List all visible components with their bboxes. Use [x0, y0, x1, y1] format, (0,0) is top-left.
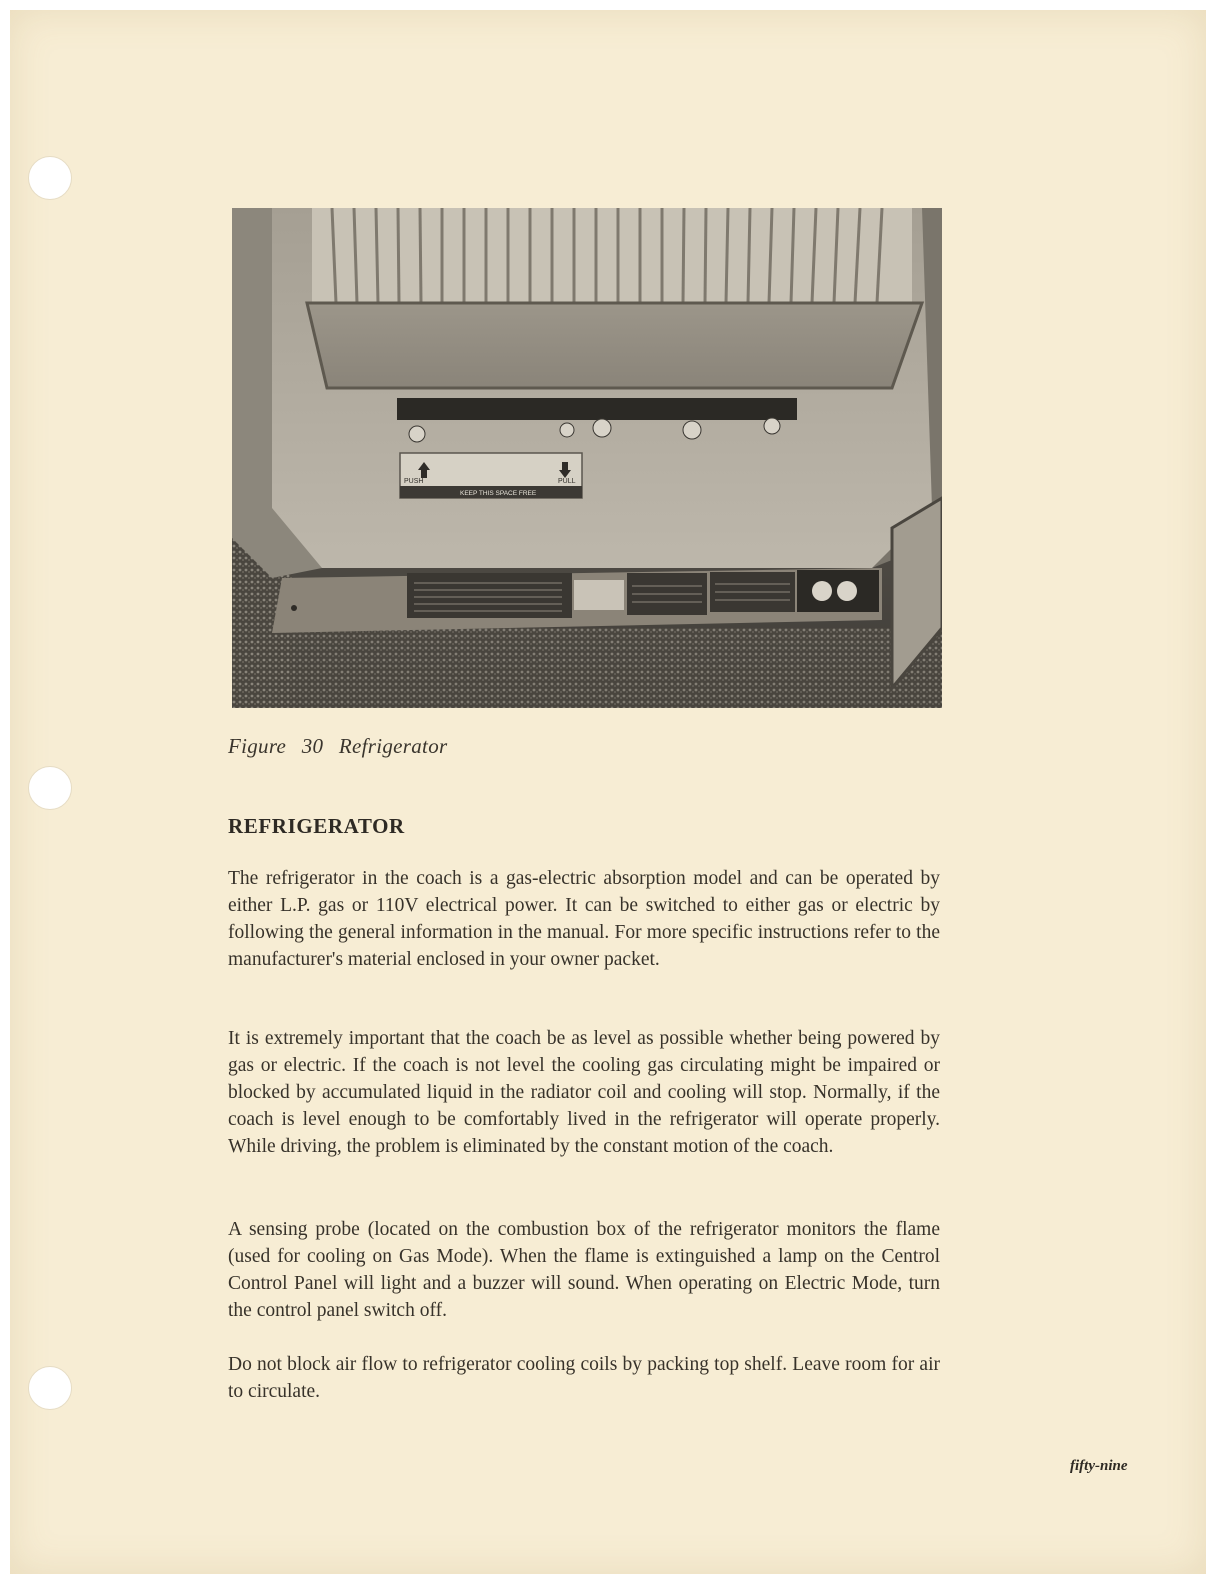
paragraph-4: Do not block air flow to refrigerator cooling coils by packing top shelf. Leave room for air to circulate.: [228, 1354, 940, 1402]
freezer-shelf-grille: [312, 208, 912, 308]
binder-hole-top: [28, 156, 72, 200]
push-pull-label-plate: [400, 453, 582, 498]
control-strip: [397, 398, 797, 420]
refrigerator-photo: [232, 208, 942, 708]
carpet-floor: [232, 628, 942, 708]
crisper-drawer: [307, 303, 922, 388]
binder-hole-bottom: [28, 1366, 72, 1410]
instruction-decals: [407, 570, 879, 618]
section-heading: REFRIGERATOR: [228, 814, 405, 838]
figure-caption: Figure 30 Refrigerator: [228, 734, 448, 758]
page-number: fifty-nine: [1070, 1458, 1128, 1474]
manual-page: [10, 10, 1206, 1574]
kick-plate-screw: [291, 605, 297, 611]
svg-text:PUSH: PUSH: [404, 478, 424, 485]
paragraph-3: A sensing probe (located on the combustion box of the refrigerator monitors the flame (used for cooling on Gas Mode). When the flame is extinguished a lamp on the Centrol Control Panel will light and a buzzer will sound. When operating on Electric Mode, turn the control panel switch off.: [228, 1219, 940, 1321]
binder-hole-middle: [28, 766, 72, 810]
paragraph-2: It is extremely important that the coach be as level as possible whether being powered by gas or electric. If the coach is not level the cooling gas circulating might be impaired or blocked by accumulated liquid in the radiator coil and cooling will stop. Normally, if the coach is level enough to be comfortably lived in the refrigerator will operate properly. While driving, the problem is eliminated by the constant motion of the coach.: [228, 1028, 940, 1157]
svg-text:PULL: PULL: [558, 478, 576, 485]
svg-text:KEEP THIS SPACE FREE: KEEP THIS SPACE FREE: [460, 490, 537, 497]
paragraph-1: The refrigerator in the coach is a gas-electric absorption model and can be operated by either L.P. gas or 110V electrical power. It can be switched to either gas or electric by following the general information in the manual. For more specific instructions refer to the manufacturer's material enclosed in your owner packet.: [228, 868, 940, 970]
